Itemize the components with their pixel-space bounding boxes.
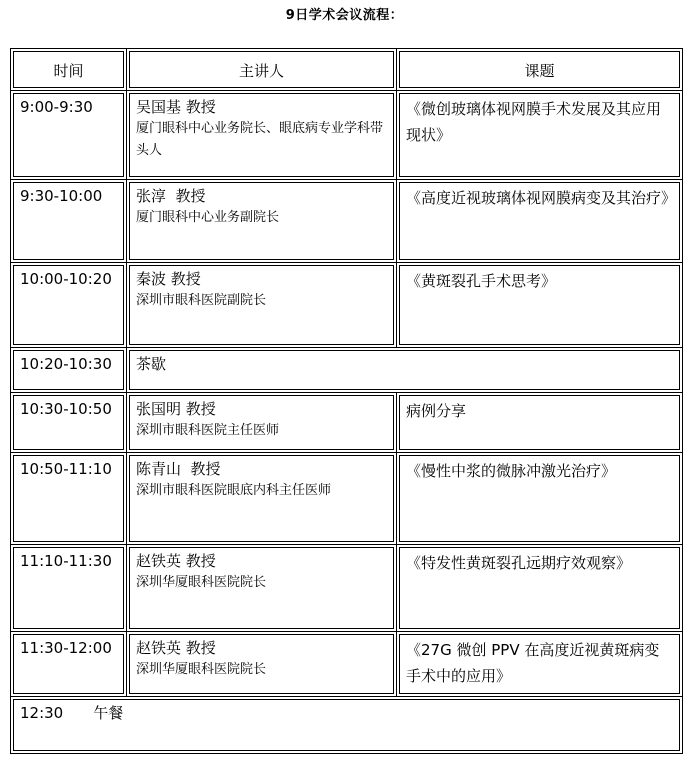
topic-cell [397,393,683,453]
speaker-cell [127,545,397,632]
time-cell [11,545,127,632]
speaker-cell [127,180,397,263]
time-text: 11:30-12:00 [20,639,112,657]
time-text: 9:00-9:30 [20,98,93,116]
speaker-affiliation: 深圳市眼科医院副院长 [136,293,267,308]
speaker-affiliation: 深圳市眼科医院眼底内科主任医师 [136,483,332,498]
page-title: 9日学术会议流程： [285,8,404,23]
topic-cell [397,180,683,263]
time-cell [11,393,127,453]
header-topic: 课题 [397,49,683,91]
topic-cell [397,545,683,632]
time-text: 10:30-10:50 [20,400,112,418]
topic-text: 病例分享 [406,402,467,420]
speaker-cell [127,91,397,180]
topic-text: 《微创玻璃体视网膜手术发展及其应用现状》 [406,100,662,144]
speaker-name: 张淳 教授 [136,187,206,205]
speaker-affiliation: 厦门眼科中心业务副院长 [136,210,280,225]
table-row [11,180,683,263]
topic-text: 《慢性中浆的微脉冲激光治疗》 [406,462,617,480]
table-row [11,545,683,632]
speaker-affiliation: 深圳华厦眼科医院院长 [136,662,267,677]
table-row-break [11,348,683,393]
table-header-row [11,49,683,91]
speaker-cell [127,453,397,545]
speaker-affiliation: 厦门眼科中心业务院长、眼底病专业学科带头人 [136,121,384,158]
lunch-label: 午餐 [93,704,124,722]
speaker-name: 陈青山 教授 [136,460,221,478]
break-label: 茶歇 [136,355,167,373]
table-row [11,91,683,180]
topic-text: 《黄斑裂孔手术思考》 [406,272,557,290]
lunch-time: 12:30 [20,704,64,722]
table-row [11,263,683,348]
table-row-lunch [11,697,683,754]
time-cell [11,453,127,545]
speaker-cell [127,263,397,348]
topic-text: 《高度近视玻璃体视网膜病变及其治疗》 [406,189,677,207]
schedule-table [10,48,683,754]
topic-text: 《27G 微创 PPV 在高度近视黄斑病变手术中的应用》 [406,641,660,685]
time-text: 10:50-11:10 [20,460,112,478]
speaker-cell [127,632,397,697]
topic-cell [397,453,683,545]
time-text: 10:00-10:20 [20,270,112,288]
topic-text: 《特发性黄斑裂孔远期疗效观察》 [406,554,632,572]
speaker-affiliation: 深圳市眼科医院主任医师 [136,423,280,438]
speaker-name: 秦波 教授 [136,270,201,288]
time-text: 10:20-10:30 [20,355,112,373]
time-cell [11,348,127,393]
speaker-name: 赵铁英 教授 [136,639,216,657]
speaker-affiliation: 深圳华厦眼科医院院长 [136,575,267,590]
table-row [11,393,683,453]
speaker-name: 赵铁英 教授 [136,552,216,570]
time-text: 9:30-10:00 [20,187,103,205]
time-cell [11,91,127,180]
time-text: 11:10-11:30 [20,552,112,570]
topic-cell [397,263,683,348]
speaker-name: 吴国基 教授 [136,98,216,116]
break-cell [127,348,683,393]
table-row [11,632,683,697]
lunch-cell [11,697,683,754]
table-row [11,453,683,545]
speaker-cell [127,393,397,453]
time-cell [11,180,127,263]
topic-cell [397,91,683,180]
header-speaker: 主讲人 [127,49,397,91]
time-cell [11,263,127,348]
speaker-name: 张国明 教授 [136,400,216,418]
header-time: 时间 [11,49,127,91]
time-cell [11,632,127,697]
topic-cell [397,632,683,697]
